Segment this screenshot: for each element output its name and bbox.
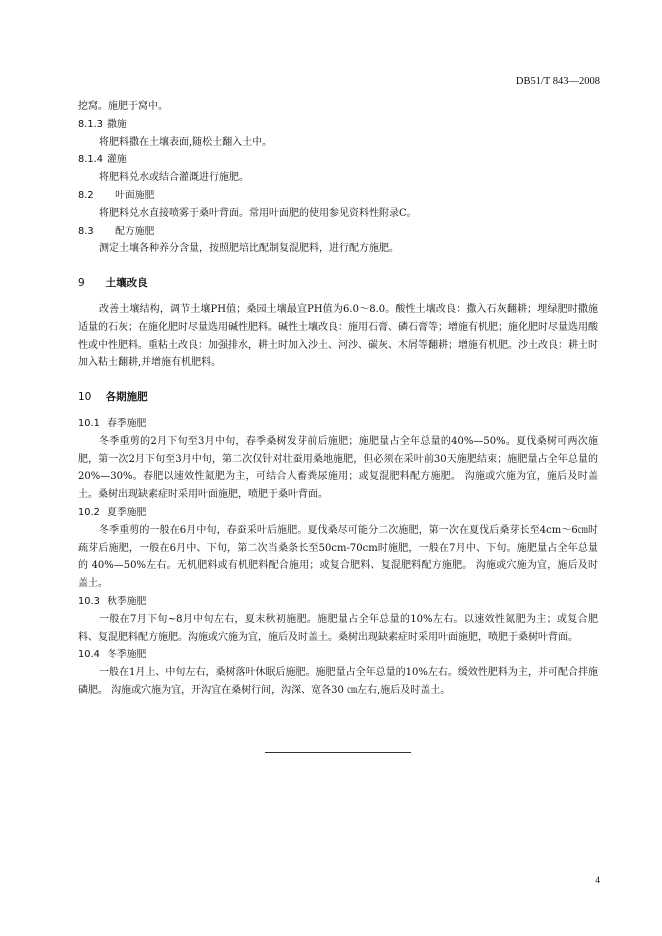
- heading-10-1: [78, 415, 598, 433]
- paragraph-8-1-4: 将肥料兑水或结合灌溉进行施肥。: [99, 172, 249, 184]
- section-number: 8.2: [78, 189, 94, 201]
- section-title: 撒施: [107, 118, 127, 130]
- section-title: 夏季施肥: [107, 506, 147, 518]
- document-body: [78, 98, 598, 700]
- section-number: 10.1: [78, 417, 100, 429]
- standard-code: DB51/T 843—2008: [515, 76, 600, 87]
- page-number: 4: [595, 876, 600, 886]
- heading-8-3: [78, 223, 598, 241]
- heading-10-3: [78, 593, 598, 611]
- section-number: 10.3: [78, 595, 100, 607]
- section-title: 冬季施肥: [107, 649, 147, 661]
- heading-9: [78, 275, 598, 293]
- paragraph-continuation: 挖窝。施肥于窝中。: [78, 101, 168, 112]
- section-title: 灌施: [107, 154, 127, 166]
- section-number: 10.2: [78, 506, 100, 518]
- heading-10-2: [78, 504, 598, 522]
- section-title: 土壤改良: [105, 277, 148, 290]
- paragraph-10-1: 冬季重剪的2月下旬至3月中旬，春季桑树发芽前后施肥；施肥量占全年总量的40%—50%。夏伐桑树可两次施肥，第一次2月下旬至3月中旬，第二次仅针对壮蚕用桑地施肥，但必须在采叶前30天施肥结束；施肥量占全年总量的 20%—30%。春肥以速效性氮肥为主，可结合人畜粪尿施用；或复混肥料配方施肥。 沟施或穴施为宜，施后及时盖土。桑树出现缺素症时采用叶面施肥，喷肥于桑叶背面。: [78, 435, 598, 501]
- section-number: 9: [78, 277, 85, 290]
- heading-8-2: [78, 187, 598, 205]
- section-number: 10: [78, 391, 92, 404]
- heading-8-1-4: [78, 151, 598, 169]
- heading-8-1-3: [78, 116, 598, 134]
- end-rule: [265, 752, 411, 753]
- section-title: 春季施肥: [107, 417, 147, 429]
- section-number: 8.1.3: [78, 118, 103, 130]
- section-number: 8.1.4: [78, 154, 103, 166]
- section-number: 10.4: [78, 649, 100, 661]
- paragraph-8-2: 将肥料兑水直接喷雾于桑叶背面。常用叶面肥的使用参见资料性附录C。: [99, 207, 417, 219]
- paragraph-10-4: 一般在1月上、中旬左右，桑树落叶休眠后施肥。施肥量占全年总量的10%左右。缓效性肥料为主，并可配合拌施磷肥。 沟施或穴施为宜，开沟宜在桑树行间，沟深、宽各30 ㎝左右,施后及时盖土。: [78, 667, 598, 696]
- paragraph-8-1-3: 将肥料撒在土壤表面,随松土翻入土中。: [99, 136, 273, 148]
- section-title: 叶面施肥: [115, 189, 155, 201]
- paragraph-10-2: 冬季重剪的一般在6月中旬，春蚕采叶后施肥。夏伐桑尽可能分二次施肥，第一次在夏伐后桑芽长至4cm～6㎝时疏芽后施肥，一般在6月中、下旬，第二次当桑条长至50cm-70cm时施肥，一般在7月中、下旬。施肥量占全年总量的 40%—50%左右。无机肥料或有机肥料配合施用；或复合肥料、复混肥料配方施肥。 沟施或穴施为宜，施后及时盖土。: [78, 524, 598, 590]
- section-title: 秋季施肥: [107, 595, 147, 607]
- section-title: 各期施肥: [105, 391, 148, 404]
- section-title: 配方施肥: [115, 225, 155, 237]
- paragraph-8-3: 测定土壤各种养分含量，按照肥培比配制复混肥料，进行配方施肥。: [99, 243, 399, 255]
- paragraph-9: 改善土壤结构，调节土壤PH值；桑园土壤最宜PH值为6.0～8.0。酸性土壤改良：撒入石灰翻耕；埋绿肥时撒施适量的石灰；在施化肥时尽量选用碱性肥料。碱性土壤改良：施用石膏、磷石膏等；增施有机肥；施化肥时尽量选用酸性或中性肥料。重粘土改良：加强排水，耕土时加入沙土、河沙、碳灰、木屑等翻耕；增施有机肥。沙土改良：耕土时加入粘土翻耕,并增施有机肥料。: [78, 303, 598, 369]
- paragraph-10-3: 一般在7月下旬~8月中旬左右，夏末秋初施肥。施肥量占全年总量的10%左右。以速效性氮肥为主；或复合肥料、复混肥料配方施肥。沟施或穴施为宜，施后及时盖土。桑树出现缺素症时采用叶面施肥，喷肥于桑树叶背面。: [78, 613, 598, 643]
- section-number: 8.3: [78, 225, 94, 237]
- heading-10-4: [78, 646, 598, 664]
- heading-10: [78, 389, 598, 407]
